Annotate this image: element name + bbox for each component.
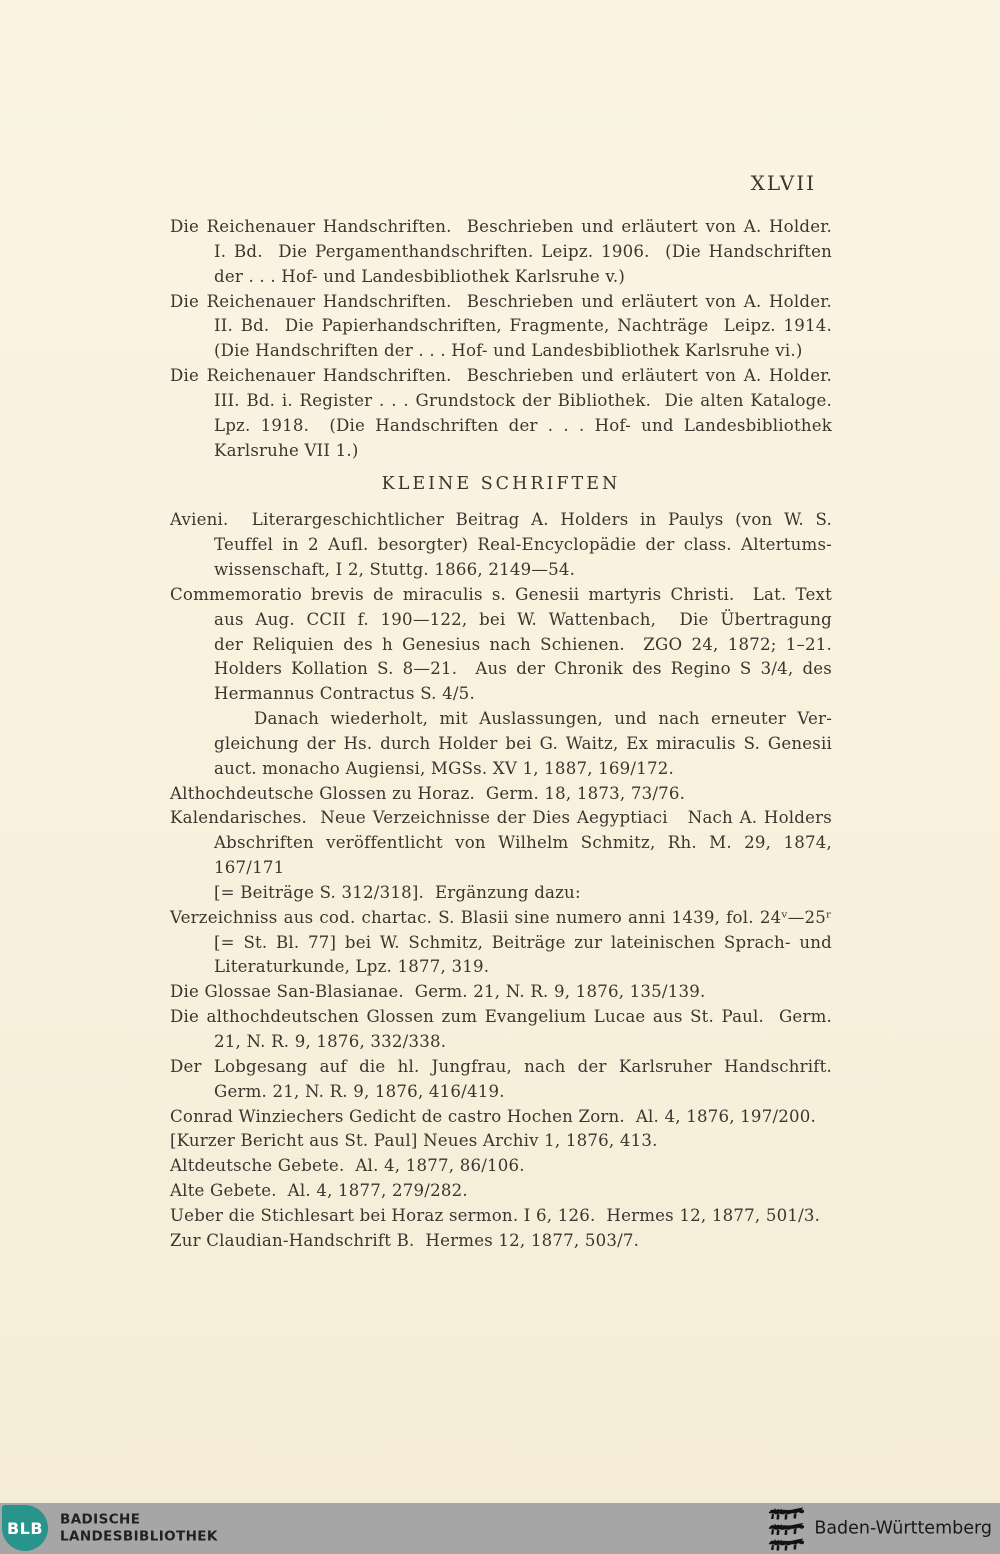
text-line: (Die Handschriften der . . . Hof- und Landesbibliothek Karlsruhe vi.): [214, 341, 803, 361]
bibliography-entry: [170, 1154, 832, 1179]
text-line: Alte Gebete. Al. 4, 1877, 279/282.: [170, 1181, 468, 1201]
text-line: Kalendarisches. Neue Verzeichnisse der Dies Aegyptiaci Nach A. Holders: [170, 808, 832, 828]
bibliography-entry: [170, 1005, 832, 1055]
bibliography-entry: [170, 364, 832, 463]
text-line: wissenschaft, I 2, Stuttg. 1866, 2149—54.: [214, 559, 576, 579]
bibliography-entry: [170, 906, 832, 981]
bibliography-entry: [170, 1204, 832, 1229]
bibliography-entry: [170, 215, 832, 290]
bibliography-entry: [170, 583, 832, 707]
text-line: II. Bd. Die Papierhandschriften, Fragmente, Nachträge Leipz. 1914.: [214, 316, 832, 336]
text-line: Conrad Winziechers Gedicht de castro Hochen Zorn. Al. 4, 1876, 197/200.: [170, 1106, 816, 1126]
bibliography-entry: [170, 1129, 832, 1154]
text-line: Holders Kollation S. 8—21. Aus der Chronik des Regino S 3/4, des: [214, 659, 832, 679]
text-line: Die Reichenauer Handschriften. Beschrieben und erläutert von A. Holder.: [170, 291, 832, 311]
baden-wuerttemberg-coat-of-arms-icon: [767, 1506, 805, 1551]
text-line: Die althochdeutschen Glossen zum Evangelium Lucae aus St. Paul. Germ.: [170, 1007, 832, 1027]
blb-logo-text: BLB: [6, 1518, 44, 1538]
text-line: aus Aug. CCII f. 190—122, bei W. Wattenbach, Die Übertragung: [214, 609, 832, 629]
bibliography-entry: [170, 707, 832, 782]
text-line: Commemoratio brevis de miraculis s. Genesii martyris Christi. Lat. Text: [170, 584, 832, 604]
text-line: Die Glossae San-Blasianae. Germ. 21, N. R. 9, 1876, 135/139.: [170, 982, 706, 1002]
text-line: III. Bd. i. Register . . . Grundstock der Bibliothek. Die alten Kataloge.: [214, 390, 832, 410]
bibliography-text-block: [170, 215, 838, 1254]
blb-logo: [2, 1505, 48, 1551]
bibliography-entry: [170, 1055, 832, 1105]
text-line: Die Reichenauer Handschriften. Beschrieben und erläutert von A. Holder.: [170, 217, 832, 236]
library-footer-bar: [0, 1503, 1000, 1554]
text-line: Hermannus Contractus S. 4/5.: [214, 684, 475, 704]
text-line: Zur Claudian-Handschrift B. Hermes 12, 1877, 503/7.: [170, 1230, 640, 1250]
bibliography-entry: [170, 782, 832, 807]
page-number: XLVII: [750, 171, 816, 195]
section-heading: KLEINE SCHRIFTEN: [381, 474, 621, 495]
library-name-line1: BADISCHE: [60, 1511, 141, 1527]
text-line: Abschriften veröffentlicht von Wilhelm Schmitz, Rh. M. 29, 1874, 167/171: [214, 833, 838, 878]
library-name: [60, 1511, 218, 1546]
text-line: Die Reichenauer Handschriften. Beschrieben und erläutert von A. Holder.: [170, 366, 832, 386]
text-line: Germ. 21, N. R. 9, 1876, 416/419.: [214, 1081, 505, 1101]
text-line: der Reliquien des h Genesius nach Schienen. ZGO 24, 1872; 1–21.: [214, 634, 832, 654]
text-line: Karlsruhe VII 1.): [214, 440, 359, 460]
text-line: der . . . Hof- und Landesbibliothek Karlsruhe v.): [214, 266, 626, 286]
bibliography-entry: [170, 1179, 832, 1204]
library-name-line2: LANDESBIBLIOTHEK: [60, 1528, 218, 1545]
text-line: Altdeutsche Gebete. Al. 4, 1877, 86/106.: [170, 1156, 525, 1176]
bibliography-entry: [170, 1229, 832, 1254]
text-line: Literaturkunde, Lpz. 1877, 319.: [214, 957, 490, 977]
text-line: Der Lobgesang auf die hl. Jungfrau, nach der Karlsruher Handschrift.: [170, 1056, 832, 1076]
bibliography-entry: [170, 508, 832, 583]
text-line: Althochdeutsche Glossen zu Horaz. Germ. 18, 1873, 73/76.: [170, 783, 686, 803]
bibliography-entry: [170, 980, 832, 1005]
text-line: [= St. Bl. 77] bei W. Schmitz, Beiträge zur lateinischen Sprach- und: [214, 932, 832, 952]
text-line: [= Beiträge S. 312/318]. Ergänzung dazu:: [214, 882, 581, 902]
state-branding: [767, 1506, 992, 1551]
text-line: 21, N. R. 9, 1876, 332/338.: [214, 1032, 447, 1051]
text-line: auct. monacho Augiensi, MGSs. XV 1, 1887, 169/172.: [214, 758, 674, 778]
text-line: [Kurzer Bericht aus St. Paul] Neues Archiv 1, 1876, 413.: [170, 1131, 658, 1151]
text-line: Avieni. Literargeschichtlicher Beitrag A. Holders in Paulys (von W. S.: [170, 510, 832, 530]
text-line: Danach wiederholt, mit Auslassungen, und nach erneuter Ver-: [254, 709, 832, 729]
text-line: Teuffel in 2 Aufl. besorgter) Real-Encyclopädie der class. Altertums-: [214, 535, 832, 555]
text-line: gleichung der Hs. durch Holder bei G. Waitz, Ex miraculis S. Genesii: [214, 733, 832, 753]
state-label: Baden-Württemberg: [814, 1518, 992, 1539]
bibliography-entry: [170, 290, 832, 365]
text-line: Lpz. 1918. (Die Handschriften der . . . Hof- und Landesbibliothek: [214, 415, 832, 435]
bibliography-entry: [170, 1105, 832, 1130]
text-line: I. Bd. Die Pergamenthandschriften. Leipz. 1906. (Die Handschriften: [214, 241, 832, 261]
bibliography-entry: [170, 806, 838, 905]
text-line: Verzeichniss aus cod. chartac. S. Blasii sine numero anni 1439, fol. 24ᵛ—25ʳ: [170, 907, 832, 927]
text-line: Ueber die Stichlesart bei Horaz sermon. I 6, 126. Hermes 12, 1877, 501/3.: [170, 1205, 821, 1225]
